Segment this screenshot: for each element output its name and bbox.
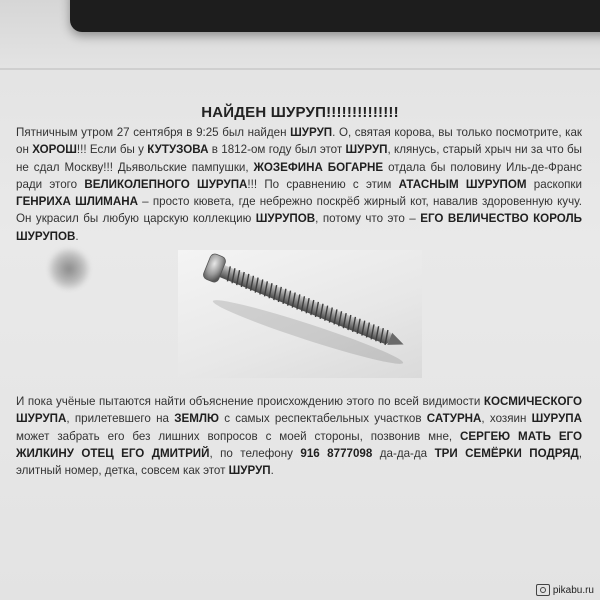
notice-title: НАЙДЕН ШУРУП!!!!!!!!!!!!!! xyxy=(201,104,399,121)
bold-phrase: ХОРОШ xyxy=(32,143,77,157)
bold-phrase: ЗЕМЛЮ xyxy=(174,412,219,426)
bold-phrase: ШУРУПОВ xyxy=(255,212,316,226)
bold-phrase: ШУРУП xyxy=(290,126,333,139)
screw-image xyxy=(178,250,422,378)
watermark xyxy=(536,584,594,596)
bold-phrase: ШУРУПА xyxy=(531,412,582,426)
bold-phrase: ЖОЗЕФИНА БОГАРНЕ xyxy=(253,160,384,174)
notice-paragraph-1: Пятничным утром 27 сентября в 9:25 был найден ШУРУП. О, святая корова, вы только посмотрите, как он ХОРОШ!!! Если бы у КУТУЗОВА в 1812-ом году был этот ШУРУП, клянусь, старый хрыч ни за что бы не сдал Москву!!! Дьявольские пампушки, ЖОЗЕФИНА БОГАРНЕ отдала бы половину Иль-де-Франс ради этого ВЕЛИКОЛЕПНОГО ШУРУПА!!! По сравнению с этим АТАСНЫМ ШУРУПОМ раскопки ГЕНРИХА ШЛИМАНА – просто кювета, где небрежно поскрёб жирный кот, навалив здоровенную кучу. Он украсил бы любую царскую коллекцию ШУРУПОВ, потому что это – ЕГО ВЕЛИЧЕСТВО КОРОЛЬ ШУРУПОВ. xyxy=(16,126,583,243)
notice-paragraph-2: И пока учёные пытаются найти объяснение происхождению этого по всей видимости КОСМИЧЕСКОГО ШУРУПА, прилетевшего на ЗЕМЛЮ с самых респектабельных участков САТУРНА, хозяин ШУРУПА может забрать его без лишних вопросов с моей стороны, позвонив мне, СЕРГЕЮ МАТЬ ЕГО ЖИЛКИНУ ОТЕЦ ЕГО ДМИТРИЙ, по телефону 916 8777098 да-да-да ТРИ СЕМЁРКИ ПОДРЯД, элитный номер, детка, совсем как этот ШУРУП. xyxy=(16,395,582,478)
watermark-text: pikabu.ru xyxy=(552,584,594,596)
blur-spot xyxy=(48,248,90,290)
bold-phrase: ШУРУП xyxy=(228,464,271,478)
paper-edge xyxy=(0,68,600,70)
bold-phrase: ЕГО ВЕЛИЧЕСТВО КОРОЛЬ ШУРУПОВ xyxy=(16,212,582,243)
bold-phrase: 916 8777098 xyxy=(300,446,373,460)
bold-phrase: ШУРУП xyxy=(345,143,388,157)
bold-phrase: ГЕНРИХА ШЛИМАНА xyxy=(16,195,138,209)
bold-phrase: КОСМИЧЕСКОГО ШУРУПА xyxy=(16,395,582,426)
screw-photo xyxy=(178,250,422,378)
bold-phrase: ТРИ СЕМЁРКИ ПОДРЯД xyxy=(434,446,579,460)
bold-phrase: АТАСНЫМ ШУРУПОМ xyxy=(398,177,527,191)
bold-phrase: КУТУЗОВА xyxy=(147,143,209,157)
bold-phrase: САТУРНА xyxy=(426,412,482,426)
keyboard-edge xyxy=(70,0,600,32)
bold-phrase: СЕРГЕЮ МАТЬ ЕГО ЖИЛКИНУ ОТЕЦ ЕГО ДМИТРИЙ xyxy=(16,429,582,460)
camera-icon xyxy=(536,584,550,596)
bold-phrase: ВЕЛИКОЛЕПНОГО ШУРУПА xyxy=(84,177,248,191)
